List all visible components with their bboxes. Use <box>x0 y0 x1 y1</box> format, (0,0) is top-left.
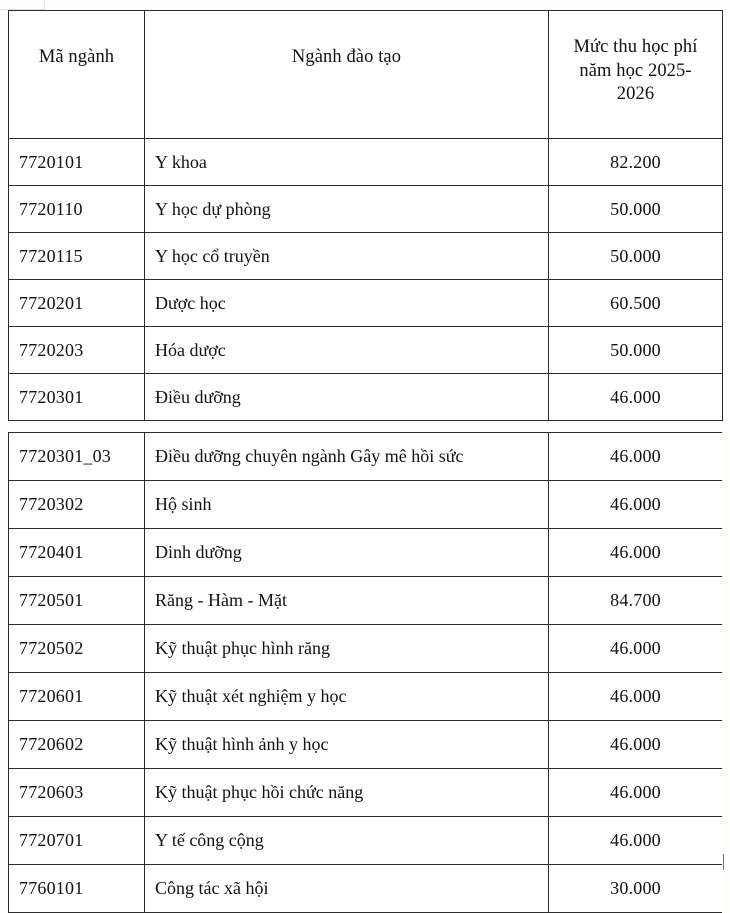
cell-program-code: 7720302 <box>9 481 145 529</box>
cell-tuition-fee: 60.500 <box>549 280 723 327</box>
table-row <box>9 433 723 481</box>
table-row <box>9 817 723 865</box>
fee-table-part-2-clip <box>8 432 722 913</box>
cell-program-name: Y tế công cộng <box>145 817 549 865</box>
cell-program-name: Y khoa <box>145 139 549 186</box>
cell-program-code: 7720201 <box>9 280 145 327</box>
fee-header-line-1: Mức thu học phí <box>573 36 698 57</box>
cell-tuition-fee: 46.000 <box>549 721 723 769</box>
page-edge-tick <box>723 854 724 870</box>
table-row <box>9 233 723 280</box>
table-header <box>9 11 723 139</box>
cell-tuition-fee: 50.000 <box>549 233 723 280</box>
cell-tuition-fee: 50.000 <box>549 327 723 374</box>
cell-program-name: Y học dự phòng <box>145 186 549 233</box>
cell-program-name: Điều dưỡng <box>145 374 549 421</box>
cell-program-code: 7720502 <box>9 625 145 673</box>
cell-tuition-fee: 46.000 <box>549 374 723 421</box>
cell-program-code: 7720115 <box>9 233 145 280</box>
column-header-fee <box>549 11 723 139</box>
table-row <box>9 374 723 421</box>
cell-program-name: Dinh dưỡng <box>145 529 549 577</box>
table-row <box>9 721 723 769</box>
fee-table-part-2 <box>8 432 722 913</box>
table-row <box>9 139 723 186</box>
page-break-gap <box>8 421 722 432</box>
fee-table-part-1 <box>8 10 723 421</box>
cell-program-code: 7720203 <box>9 327 145 374</box>
cell-program-code: 7720501 <box>9 577 145 625</box>
cell-tuition-fee: 84.700 <box>549 577 723 625</box>
cell-tuition-fee: 46.000 <box>549 625 723 673</box>
cell-program-code: 7760101 <box>9 865 145 913</box>
table-row <box>9 673 723 721</box>
cell-tuition-fee: 46.000 <box>549 529 723 577</box>
cell-program-code: 7720301 <box>9 374 145 421</box>
table-row <box>9 769 723 817</box>
table-row <box>9 186 723 233</box>
cell-program-code: 7720701 <box>9 817 145 865</box>
scan-corner-artifact <box>0 0 45 10</box>
fee-table-sheet <box>8 10 722 913</box>
cell-program-code: 7720101 <box>9 139 145 186</box>
cell-tuition-fee: 50.000 <box>549 186 723 233</box>
cell-program-name: Điều dưỡng chuyên ngành Gây mê hồi sức <box>145 433 549 481</box>
header-row <box>9 11 723 139</box>
cell-program-name: Kỹ thuật xét nghiệm y học <box>145 673 549 721</box>
cell-program-code: 7720602 <box>9 721 145 769</box>
cell-program-name: Kỹ thuật phục hình răng <box>145 625 549 673</box>
table-row <box>9 327 723 374</box>
cell-program-name: Răng - Hàm - Mặt <box>145 577 549 625</box>
table-row <box>9 865 723 913</box>
cell-tuition-fee: 82.200 <box>549 139 723 186</box>
cell-program-name: Y học cổ truyền <box>145 233 549 280</box>
column-header-code: Mã ngành <box>9 11 145 139</box>
cell-program-code: 7720401 <box>9 529 145 577</box>
cell-program-code: 7720110 <box>9 186 145 233</box>
cell-tuition-fee: 30.000 <box>549 865 723 913</box>
cell-program-name: Hóa dược <box>145 327 549 374</box>
cell-program-code: 7720603 <box>9 769 145 817</box>
cell-program-name: Công tác xã hội <box>145 865 549 913</box>
table-row <box>9 625 723 673</box>
cell-program-name: Kỹ thuật phục hồi chức năng <box>145 769 549 817</box>
table-row <box>9 577 723 625</box>
cell-program-name: Kỹ thuật hình ảnh y học <box>145 721 549 769</box>
fee-header-line-3: 2026 <box>616 84 655 105</box>
table-row <box>9 481 723 529</box>
cell-program-name: Hộ sinh <box>145 481 549 529</box>
table-row <box>9 529 723 577</box>
cell-tuition-fee: 46.000 <box>549 817 723 865</box>
fee-header-line-2: năm học 2025- <box>579 60 692 81</box>
table-row <box>9 280 723 327</box>
cell-tuition-fee: 46.000 <box>549 433 723 481</box>
cell-tuition-fee: 46.000 <box>549 673 723 721</box>
cell-program-code: 7720601 <box>9 673 145 721</box>
column-header-program: Ngành đào tạo <box>145 11 549 139</box>
cell-tuition-fee: 46.000 <box>549 769 723 817</box>
cell-program-code: 7720301_03 <box>9 433 145 481</box>
cell-program-name: Dược học <box>145 280 549 327</box>
table-body-part-1 <box>9 139 723 421</box>
table-body-part-2 <box>9 433 723 913</box>
cell-tuition-fee: 46.000 <box>549 481 723 529</box>
